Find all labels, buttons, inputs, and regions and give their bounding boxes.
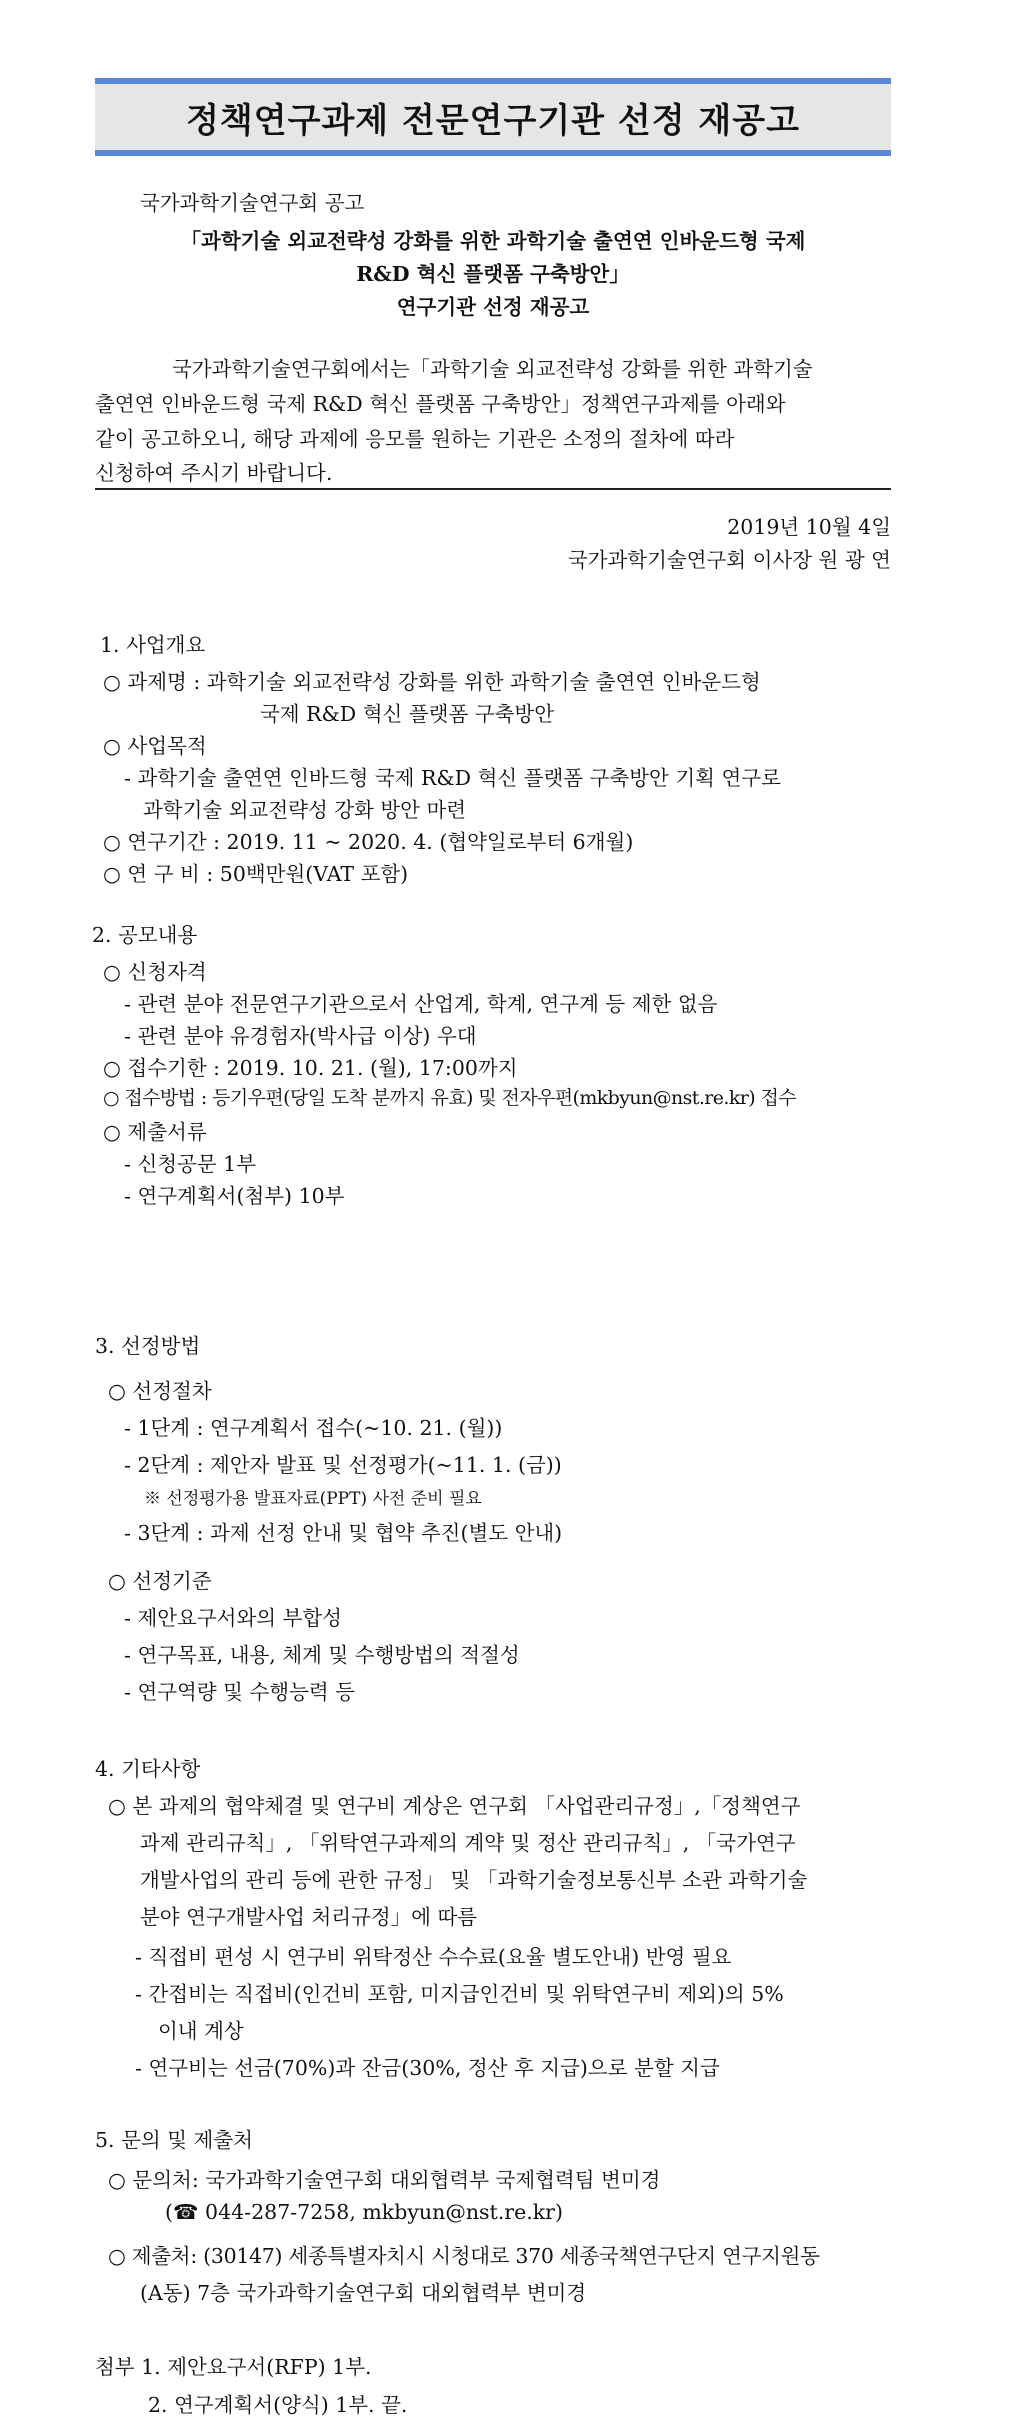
section-3-line: - 연구역량 및 수행능력 등 <box>124 1680 356 1704</box>
notice-body-line-4: 신청하여 주시기 바랍니다. <box>95 461 333 485</box>
section-3-line: ○ 선정절차 <box>108 1379 212 1403</box>
notice-heading-line-1: 「과학기술 외교전략성 강화를 위한 과학기술 출연연 인바운드형 국제 <box>180 229 806 253</box>
section-1-line: 국제 R&D 혁신 플랫폼 구축방안 <box>260 702 555 726</box>
section-1-line: 과학기술 외교전략성 강화 방안 마련 <box>143 798 467 822</box>
section-3-line: - 2단계 : 제안자 발표 및 선정평가(~11. 1. (금)) <box>124 1453 562 1477</box>
section-2-line: ○ 제출서류 <box>103 1120 207 1144</box>
section-1-line: - 과학기술 출연연 인바드형 국제 R&D 혁신 플랫폼 구축방안 기획 연구로 <box>124 766 781 790</box>
section-5-line: (A동) 7층 국가과학기술연구회 대외협력부 변미경 <box>140 2281 587 2305</box>
section-4-line: ○ 본 과제의 협약체결 및 연구비 계상은 연구회 「사업관리규정」,「정책연구 <box>108 1794 801 1818</box>
notice-date: 2019년 10월 4일 <box>727 515 891 539</box>
section-3-line: - 3단계 : 과제 선정 안내 및 협약 추진(별도 안내) <box>124 1521 563 1545</box>
section-2-line: - 신청공문 1부 <box>124 1152 257 1176</box>
section-1-heading: 1. 사업개요 <box>100 633 206 657</box>
section-4-line: 과제 관리규칙」, 「위탁연구과제의 계약 및 정산 관리규칙」, 「국가연구 <box>140 1831 796 1855</box>
section-2-line: ○ 신청자격 <box>103 960 207 984</box>
page-title: 정책연구과제 전문연구기관 선정 재공고 <box>186 100 800 141</box>
section-5-line: ○ 제출처: (30147) 세종특별자치시 시청대로 370 세종국책연구단지 연구지원동 <box>108 2244 820 2268</box>
section-3-note: ※ 선정평가용 발표자료(PPT) 사전 준비 필요 <box>144 1489 482 1509</box>
section-1-line: ○ 과제명 : 과학기술 외교전략성 강화를 위한 과학기술 출연연 인바운드형 <box>103 670 761 694</box>
section-5-contact: (☎ 044-287-7258, mkbyun@nst.re.kr) <box>165 2200 563 2224</box>
title-box <box>95 78 891 156</box>
section-5-heading: 5. 문의 및 제출처 <box>95 2128 253 2152</box>
section-3-heading: 3. 선정방법 <box>95 1334 201 1358</box>
section-4-line: - 간접비는 직접비(인건비 포함, 미지급인건비 및 위탁연구비 제외)의 5% <box>135 1982 784 2006</box>
section-2-line: ○ 접수방법 : 등기우편(당일 도착 분까지 유효) 및 전자우편(mkbyun@nst.re.kr) 접수 <box>103 1087 797 1109</box>
notice-heading-line-2: R&D 혁신 플랫폼 구축방안」 <box>356 262 630 286</box>
section-4-heading: 4. 기타사항 <box>95 1757 201 1781</box>
section-2-line: - 관련 분야 유경험자(박사급 이상) 우대 <box>124 1024 477 1048</box>
notice-signer: 국가과학기술연구회 이사장 원 광 연 <box>567 548 891 572</box>
notice-issuer: 국가과학기술연구회 공고 <box>140 191 365 215</box>
section-5-line: ○ 문의처: 국가과학기술연구회 대외협력부 국제협력팀 변미경 <box>108 2168 661 2192</box>
section-2-line: ○ 접수기한 : 2019. 10. 21. (월), 17:00까지 <box>103 1056 518 1080</box>
section-1-line: ○ 연구기간 : 2019. 11 ~ 2020. 4. (협약일로부터 6개월) <box>103 830 634 854</box>
section-4-line: - 연구비는 선금(70%)과 잔금(30%, 정산 후 지급)으로 분할 지급 <box>135 2056 720 2080</box>
section-3-line: - 제안요구서와의 부합성 <box>124 1606 342 1630</box>
attachment-line-2: 2. 연구계획서(양식) 1부. 끝. <box>148 2393 408 2417</box>
section-2-heading: 2. 공모내용 <box>92 923 198 947</box>
section-4-line: 분야 연구개발사업 처리규정」에 따름 <box>140 1905 478 1929</box>
notice-body-line-3: 같이 공고하오니, 해당 과제에 응모를 원하는 기관은 소정의 절차에 따라 <box>95 427 735 451</box>
section-3-line: - 1단계 : 연구계획서 접수(~10. 21. (월)) <box>124 1416 503 1440</box>
section-2-line: - 관련 분야 전문연구기관으로서 산업계, 학계, 연구계 등 제한 없음 <box>124 992 718 1016</box>
section-4-line: 개발사업의 관리 등에 관한 규정」 및 「과학기술정보통신부 소관 과학기술 <box>140 1868 808 1892</box>
section-1-line: ○ 연 구 비 : 50백만원(VAT 포함) <box>103 862 409 886</box>
section-3-line: - 연구목표, 내용, 체계 및 수행방법의 적절성 <box>124 1643 520 1667</box>
notice-body-line-2: 출연연 인바운드형 국제 R&D 혁신 플랫폼 구축방안」정책연구과제를 아래와 <box>95 392 786 416</box>
section-4-line: 이내 계상 <box>158 2019 244 2043</box>
notice-body-line-1: 국가과학기술연구회에서는「과학기술 외교전략성 강화를 위한 과학기술 <box>172 357 813 381</box>
section-2-line: - 연구계획서(첨부) 10부 <box>124 1184 345 1208</box>
section-3-line: ○ 선정기준 <box>108 1569 212 1593</box>
section-4-line: - 직접비 편성 시 연구비 위탁정산 수수료(요율 별도안내) 반영 필요 <box>135 1945 732 1969</box>
section-1-line: ○ 사업목적 <box>103 734 207 758</box>
divider <box>95 488 891 490</box>
notice-heading-line-3: 연구기관 선정 재공고 <box>396 295 590 319</box>
attachment-line-1: 첨부 1. 제안요구서(RFP) 1부. <box>95 2355 372 2379</box>
